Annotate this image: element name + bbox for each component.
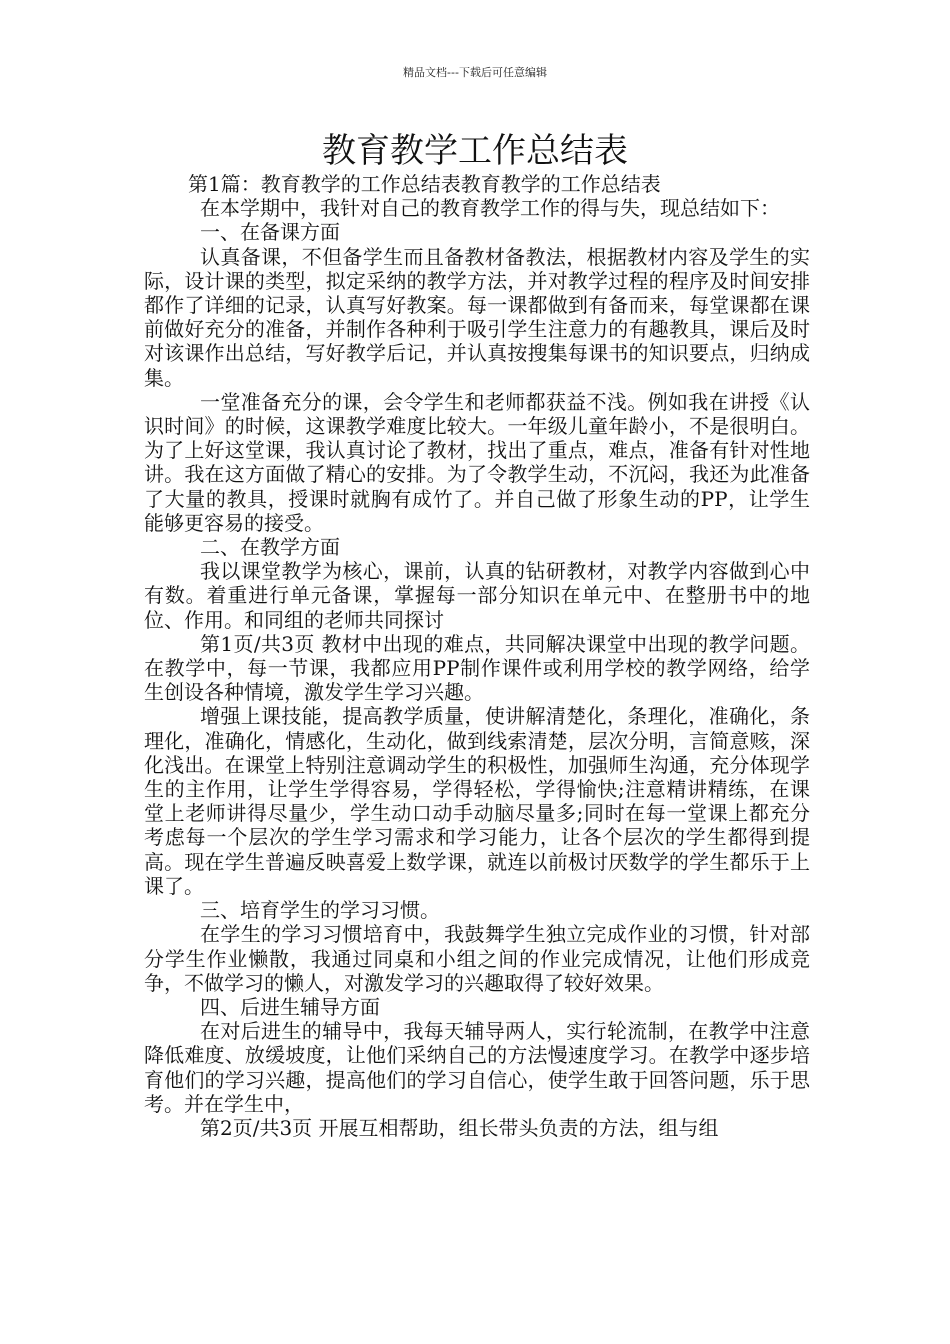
paragraph: 第1篇：教育教学的工作总结表教育教学的工作总结表 <box>188 172 661 196</box>
paragraph: 第1页/共3页 教材中出现的难点，共同解决课堂中出现的教学问题。在教学中，每一节课，我都应用PP制作课件或利用学校的教学网络，给学生创设各种情境，激发学生学习兴趣。 <box>144 631 810 705</box>
paragraph: 一堂准备充分的课，会令学生和老师都获益不浅。例如我在讲授《认识时间》的时候，这课教学难度比较大。一年级儿童年龄小，不是很明白。为了上好这堂课，我认真讨论了教材，找出了重点，难点，准备有针对性地讲。我在这方面做了精心的安排。为了令教学生动，不沉闷，我还为此准备了大量的教具，授课时就胸有成竹了。并自己做了形象生动的PP，让学生能够更容易的接受。 <box>144 389 810 535</box>
section-heading: 一、在备课方面 <box>200 220 340 245</box>
paragraph: 认真备课，不但备学生而且备教材备教法，根据教材内容及学生的实际，设计课的类型，拟定采纳的教学方法，并对教学过程的程序及时间安排都作了详细的记录，认真写好教案。每一课都做到有备而来，每堂课都在课前做好充分的准备，并制作各种利于吸引学生注意力的有趣教具，课后及时对该课作出总结，写好教学后记，并认真按搜集每课书的知识要点，归纳成集。 <box>144 244 810 390</box>
paragraph: 在学生的学习习惯培育中，我鼓舞学生独立完成作业的习惯，针对部分学生作业懒散，我通过同桌和小组之间的作业完成情况，让他们形成竞争，不做学习的懒人，对激发学习的兴趣取得了较好效果。 <box>144 922 810 995</box>
paragraph: 在对后进生的辅导中，我每天辅导两人，实行轮流制，在教学中注意降低难度、放缓坡度，让他们采纳自己的方法慢速度学习。在教学中逐步培育他们的学习兴趣，提高他们的学习自信心，使学生敢于回答问题，乐于思考。并在学生中， <box>144 1019 810 1116</box>
section-heading: 三、培育学生的学习习惯。 <box>200 898 440 923</box>
paragraph: 在本学期中，我针对自己的教育教学工作的得与失，现总结如下： <box>200 196 780 221</box>
section-heading: 二、在教学方面 <box>200 535 340 560</box>
section-heading: 四、后进生辅导方面 <box>200 994 380 1019</box>
header-note: 精品文档---下载后可任意编辑 <box>403 66 547 79</box>
document-title: 教育教学工作总结表 <box>322 131 628 171</box>
paragraph: 增强上课技能，提高教学质量，使讲解清楚化，条理化，准确化，条理化，准确化，情感化，生动化，做到线索清楚，层次分明，言简意赅，深化浅出。在课堂上特别注意调动学生的积极性，加强师生沟通，充分体现学生的主作用，让学生学得容易，学得轻松，学得愉快;注意精讲精练，在课堂上老师讲得尽量少，学生动口动手动脑尽量多;同时在每一堂课上都充分考虑每一个层次的学生学习需求和学习能力，让各个层次的学生都得到提高。现在学生普遍反映喜爱上数学课，就连以前极讨厌数学的学生都乐于上课了。 <box>144 704 810 898</box>
paragraph: 第2页/共3页 开展互相帮助，组长带头负责的方法，组与组 <box>200 1115 719 1140</box>
document-body <box>144 172 810 1140</box>
paragraph: 我以课堂教学为核心，课前，认真的钻研教材，对教学内容做到心中有数。着重进行单元备课，掌握每一部分知识在单元中、在整册书中的地位、作用。和同组的老师共同探讨 <box>144 559 810 632</box>
